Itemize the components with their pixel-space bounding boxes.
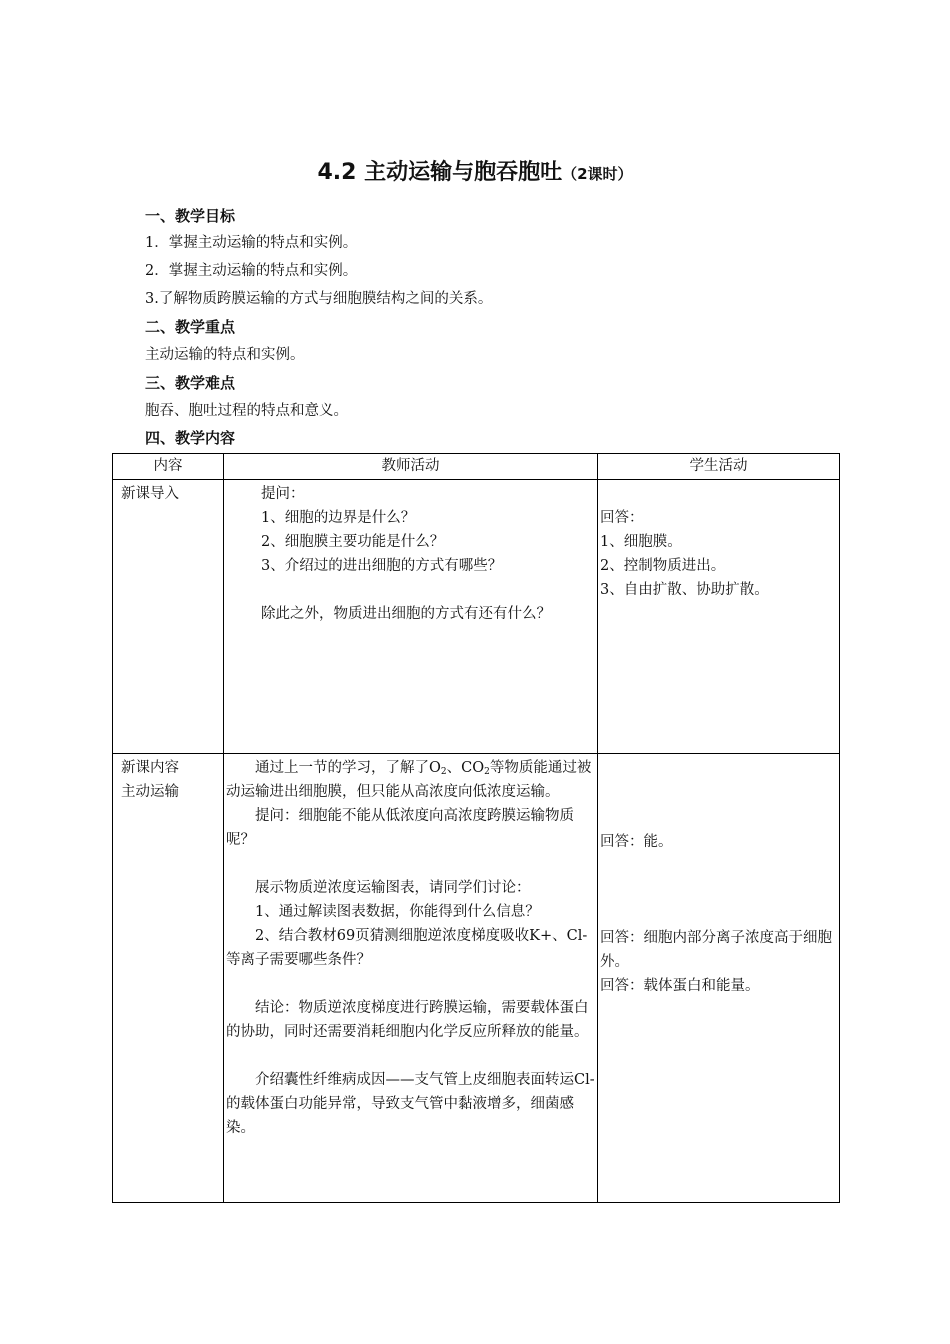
row1-content: 新课导入 bbox=[121, 486, 179, 502]
row2-teacher-p2: 提问：细胞能不能从低浓度向高浓度跨膜运输物质呢？ bbox=[226, 808, 574, 848]
row2-content-1: 新课内容 bbox=[121, 760, 179, 776]
goal-2: 2．掌握主动运输的特点和实例。 bbox=[145, 263, 358, 279]
row1-content-cell bbox=[113, 480, 224, 754]
difficult-heading: 三、教学难点 bbox=[145, 374, 236, 392]
row1-teacher-cell bbox=[224, 480, 598, 754]
table-row bbox=[113, 754, 840, 1203]
header-content: 内容 bbox=[113, 454, 224, 480]
key-text: 主动运输的特点和实例。 bbox=[145, 347, 305, 363]
content-heading: 四、教学内容 bbox=[145, 429, 236, 447]
row1-teacher-line: 2、细胞膜主要功能是什么？ bbox=[261, 534, 445, 550]
row2-teacher-cell bbox=[224, 754, 598, 1203]
row2-teacher-p4: 1、通过解读图表数据，你能得到什么信息？ bbox=[255, 904, 540, 920]
row1-student-line: 1、细胞膜。 bbox=[600, 534, 682, 550]
row1-student-line: 2、控制物质进出。 bbox=[600, 558, 726, 574]
row2-content-cell bbox=[113, 754, 224, 1203]
row2-content-2: 主动运输 bbox=[121, 784, 179, 800]
difficult-text: 胞吞、胞吐过程的特点和意义。 bbox=[145, 403, 348, 419]
goal-1: 1．掌握主动运输的特点和实例。 bbox=[145, 235, 358, 251]
row1-teacher-line: 3、介绍过的进出细胞的方式有哪些？ bbox=[261, 558, 503, 574]
row2-teacher-p6: 结论：物质逆浓度梯度进行跨膜运输，需要载体蛋白的协助，同时还需要消耗细胞内化学反应所释放的能量。 bbox=[226, 1000, 589, 1040]
row2-teacher-p3: 展示物质逆浓度运输图表，请同学们讨论： bbox=[255, 880, 531, 896]
row2-teacher-p7: 介绍囊性纤维病成因——支气管上皮细胞表面转运Cl-的载体蛋白功能异常，导致支气管中黏液增多，细菌感染。 bbox=[226, 1072, 595, 1136]
row2-student-a2: 回答：细胞内部分离子浓度高于细胞外。 bbox=[600, 930, 832, 970]
header-student: 学生活动 bbox=[598, 454, 840, 480]
row2-teacher-p1: 通过上一节的学习，了解了$O_2$、$CO_2$等物质能通过被动运输进出细胞膜，但只能从高浓度向低浓度运输。 bbox=[226, 760, 592, 800]
row1-teacher-line: 除此之外，物质进出细胞的方式有还有什么？ bbox=[261, 606, 551, 622]
goals-heading: 一、教学目标 bbox=[145, 207, 236, 225]
row2-teacher-p5: 2、结合教材69页猜测细胞逆浓度梯度吸收K+、Cl-等离子需要哪些条件？ bbox=[226, 928, 588, 968]
page-title bbox=[0, 155, 950, 186]
key-heading: 二、教学重点 bbox=[145, 318, 236, 336]
row1-teacher-line: 提问： bbox=[261, 486, 305, 502]
row2-student-a3: 回答：载体蛋白和能量。 bbox=[600, 978, 760, 994]
title-sub: （2课时） bbox=[562, 165, 633, 183]
row1-student-line: 回答： bbox=[600, 510, 644, 526]
table-header-row bbox=[113, 454, 840, 480]
goal-3: 3.了解物质跨膜运输的方式与细胞膜结构之间的关系。 bbox=[145, 291, 493, 307]
row2-student-cell bbox=[598, 754, 840, 1203]
row1-teacher-line bbox=[232, 578, 593, 602]
row2-student-a1: 回答：能。 bbox=[600, 834, 673, 850]
title-main: 4.2 主动运输与胞吞胞吐 bbox=[317, 160, 563, 185]
header-teacher: 教师活动 bbox=[224, 454, 598, 480]
table-row bbox=[113, 480, 840, 754]
row1-student-line: 3、自由扩散、协助扩散。 bbox=[600, 582, 769, 598]
row1-student-cell bbox=[598, 480, 840, 754]
lesson-table bbox=[112, 453, 840, 1203]
row1-teacher-line: 1、细胞的边界是什么？ bbox=[261, 510, 416, 526]
